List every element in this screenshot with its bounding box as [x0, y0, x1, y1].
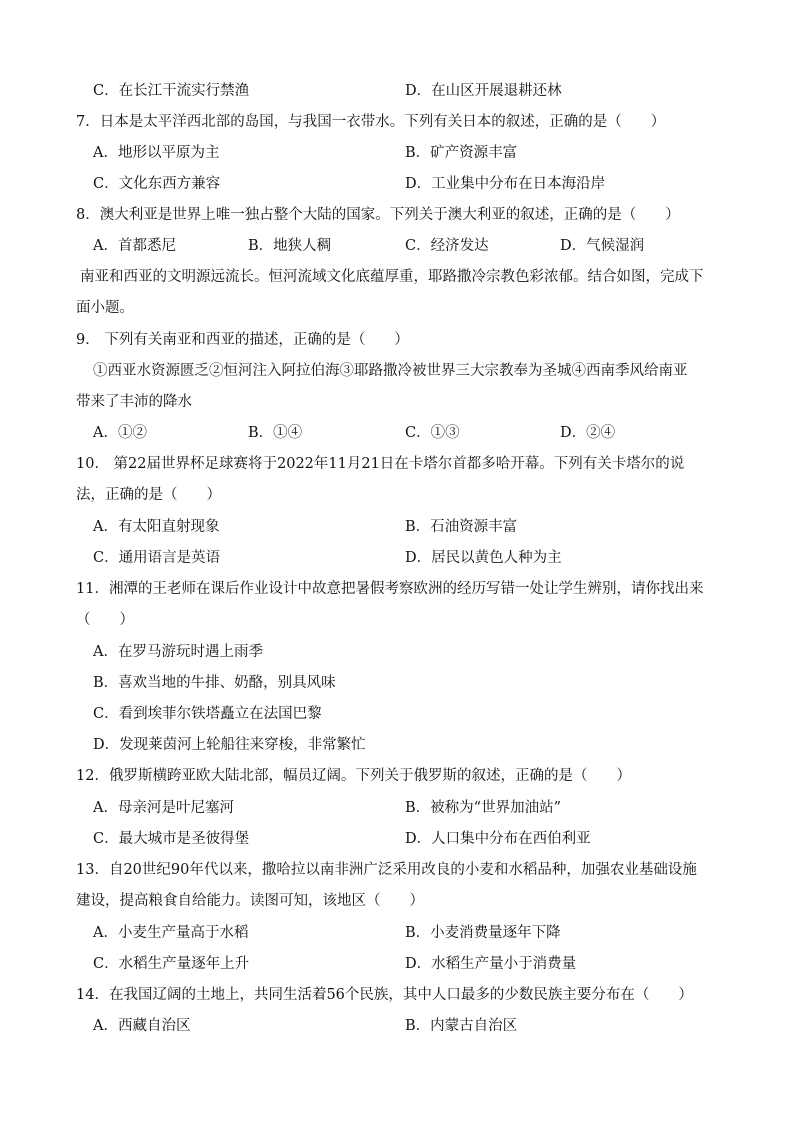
q11-option-d: D．发现莱茵河上轮船往来穿梭，非常繁忙	[93, 737, 366, 753]
q8-stem: 8．澳大利亚是世界上唯一独占整个大陆的国家。下列关于澳大利亚的叙述，正确的是（ ）	[76, 207, 680, 223]
q6-option-d: D．在山区开展退耕还林	[405, 83, 562, 99]
passage-line-1: 南亚和西亚的文明源远流长。恒河流域文化底蕴厚重，耶路撒冷宗教色彩浓郁。结合如图，完成下	[80, 269, 704, 285]
q9-statements-line-1: ①西亚水资源匮乏②恒河注入阿拉伯海③耶路撒冷被世界三大宗教奉为圣城④西南季风给南亚	[93, 363, 688, 379]
q11-stem-line-2: （ ）	[76, 612, 134, 628]
q11-option-b: B．喜欢当地的牛排、奶酪，别具风味	[93, 675, 336, 691]
q13-option-c: C．水稻生产量逐年上升	[93, 956, 250, 972]
q11-stem-line-1: 11．湘潭的王老师在课后作业设计中故意把暑假考察欧洲的经历写错一处让学生辨别，请你找出来	[76, 581, 704, 597]
q9-option-a: A．①②	[93, 425, 147, 441]
q12-option-b: B．被称为“世界加油站”	[405, 800, 561, 816]
q11-option-c: C．看到埃菲尔铁塔矗立在法国巴黎	[93, 706, 322, 722]
q12-option-a: A．母亲河是叶尼塞河	[93, 800, 234, 816]
q10-option-c: C．通用语言是英语	[93, 550, 221, 566]
q8-option-a: A．首都悉尼	[93, 238, 176, 254]
q10-stem-line-2: 法，正确的是（ ）	[76, 487, 221, 503]
q12-option-c: C．最大城市是圣彼得堡	[93, 831, 250, 847]
q8-option-c: C．经济发达	[405, 238, 489, 254]
q9-option-b: B．①④	[248, 425, 303, 441]
passage-line-2: 面小题。	[76, 300, 134, 316]
q14-option-b: B．内蒙古自治区	[405, 1018, 518, 1034]
q9-option-d: D．②④	[560, 425, 616, 441]
q10-option-d: D．居民以黄色人种为主	[405, 550, 562, 566]
q8-option-b: B．地狭人稠	[248, 238, 332, 254]
q7-option-d: D．工业集中分布在日本海沿岸	[405, 176, 606, 192]
q13-stem-line-2: 建设，提高粮食自给能力。读图可知，该地区（ ）	[76, 893, 424, 909]
q13-stem-line-1: 13．自20世纪90年代以来，撒哈拉以南非洲广泛采用改良的小麦和水稻品种，加强农业基础设施	[76, 862, 697, 878]
q7-option-b: B．矿产资源丰富	[405, 145, 518, 161]
q7-stem: 7．日本是太平洋西北部的岛国，与我国一衣带水。下列有关日本的叙述，正确的是（ ）	[76, 114, 666, 130]
q7-option-c: C．文化东西方兼容	[93, 176, 221, 192]
q9-stem: 9． 下列有关南亚和西亚的描述，正确的是（ ）	[76, 332, 409, 348]
q9-statements-line-2: 带来了丰沛的降水	[76, 394, 192, 410]
q10-option-a: A．有太阳直射现象	[93, 519, 220, 535]
q13-option-b: B．小麦消费量逐年下降	[405, 925, 561, 941]
q9-option-c: C．①③	[405, 425, 460, 441]
q12-option-d: D．人口集中分布在西伯利亚	[405, 831, 591, 847]
q7-option-a: A．地形以平原为主	[93, 145, 220, 161]
q14-option-a: A．西藏自治区	[93, 1018, 191, 1034]
q8-option-d: D．气候湿润	[560, 238, 645, 254]
q10-option-b: B．石油资源丰富	[405, 519, 518, 535]
q10-stem-line-1: 10． 第22届世界杯足球赛将于2022年11月21日在卡塔尔首都多哈开幕。下列有关卡塔尔的说	[76, 456, 685, 472]
q14-stem: 14．在我国辽阔的土地上，共同生活着56个民族，其中人口最多的少数民族主要分布在（ ）	[76, 987, 693, 1003]
q12-stem: 12．俄罗斯横跨亚欧大陆北部，幅员辽阔。下列关于俄罗斯的叙述，正确的是（ ）	[76, 768, 631, 784]
q13-option-d: D．水稻生产量小于消费量	[405, 956, 577, 972]
q6-option-c: C．在长江干流实行禁渔	[93, 83, 250, 99]
q13-option-a: A．小麦生产量高于水稻	[93, 925, 249, 941]
q11-option-a: A．在罗马游玩时遇上雨季	[93, 644, 263, 660]
